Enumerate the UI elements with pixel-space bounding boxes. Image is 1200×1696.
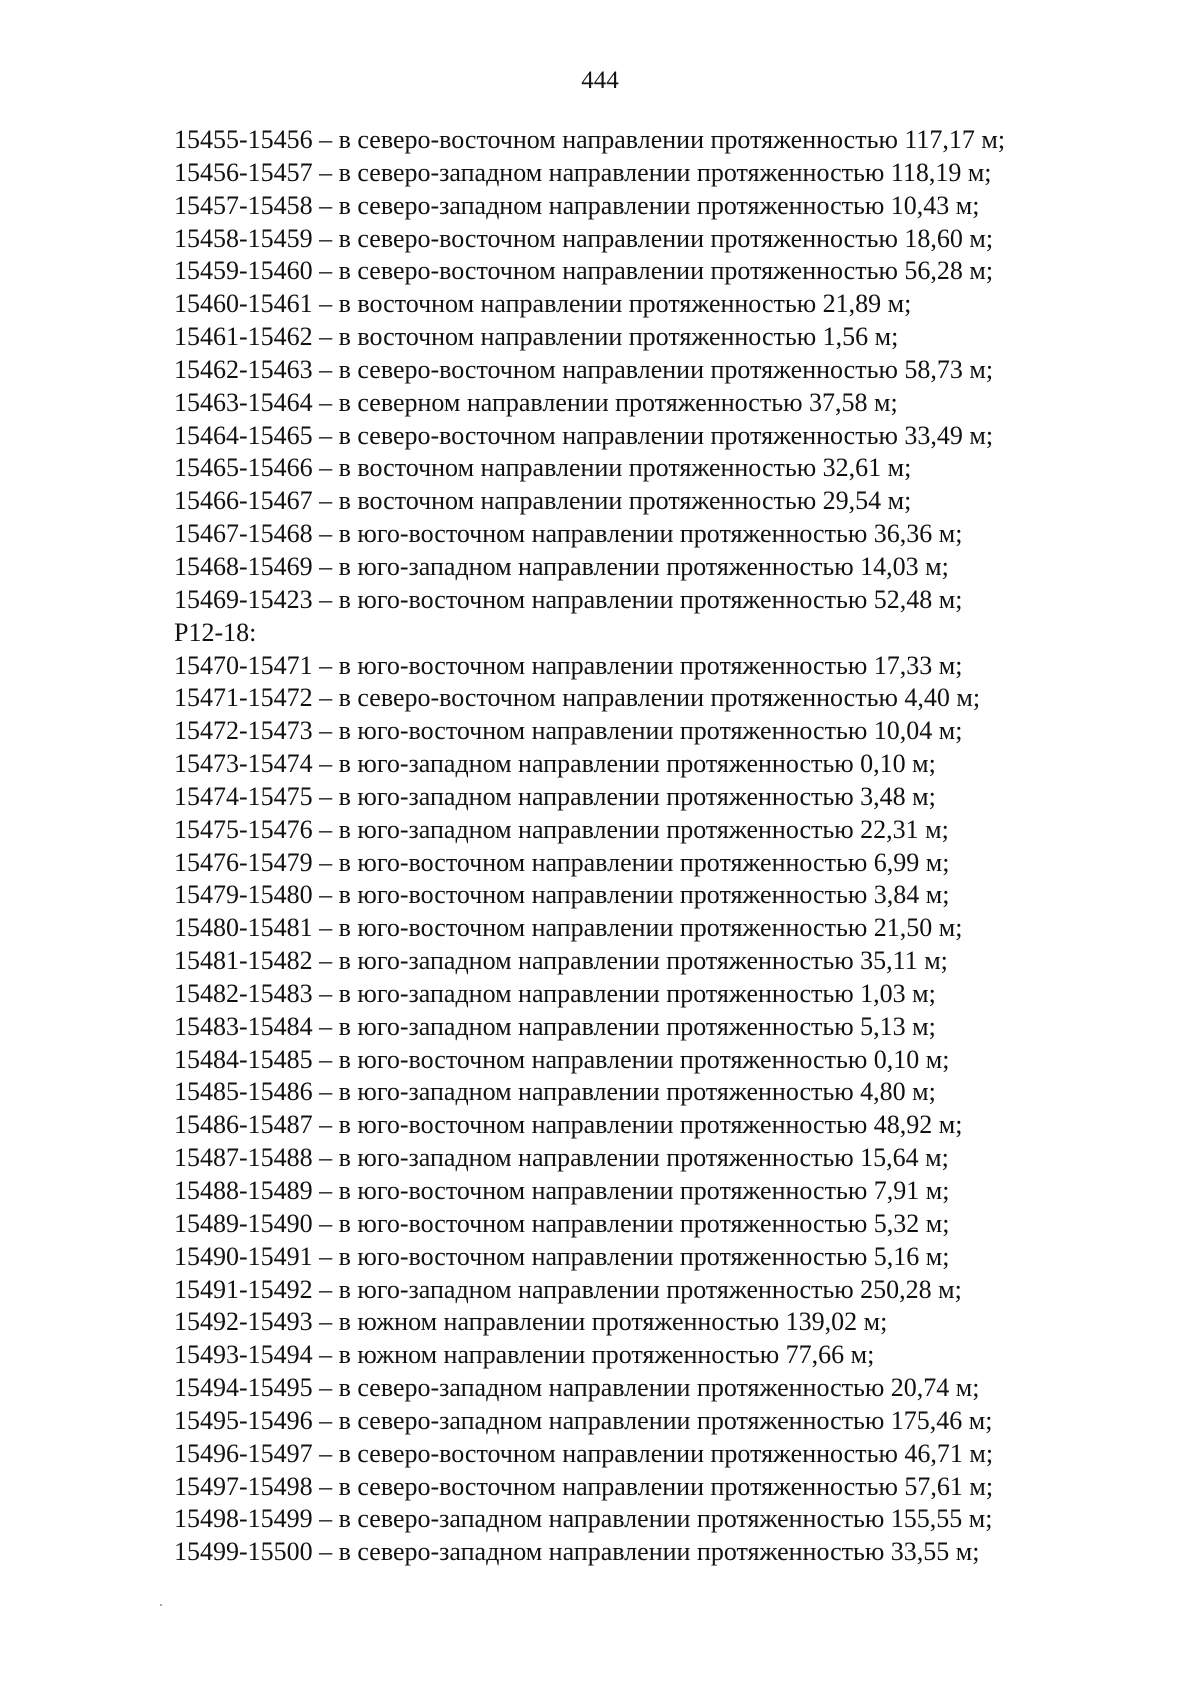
line-38: 15494-15495 – в северо-западном направлении протяженностью 20,74 м; xyxy=(174,1373,980,1403)
line-16: 15470-15471 – в юго-восточном направлении протяженностью 17,33 м; xyxy=(174,650,963,680)
line-11: 15466-15467 – в восточном направлении протяженностью 29,54 м; xyxy=(174,486,912,516)
document-body xyxy=(174,124,1134,1569)
section-heading: Р12-18: xyxy=(174,617,257,647)
line-21: 15475-15476 – в юго-западном направлении протяженностью 22,31 м; xyxy=(174,814,949,844)
line-22: 15476-15479 – в юго-восточном направлении протяженностью 6,99 м; xyxy=(174,847,950,877)
line-28: 15484-15485 – в юго-восточном направлении протяженностью 0,10 м; xyxy=(174,1044,950,1074)
line-37: 15493-15494 – в южном направлении протяженностью 77,66 м; xyxy=(174,1340,875,1370)
scan-speck xyxy=(160,1604,162,1606)
line-33: 15489-15490 – в юго-восточном направлении протяженностью 5,32 м; xyxy=(174,1208,950,1238)
line-32: 15488-15489 – в юго-восточном направлении протяженностью 7,91 м; xyxy=(174,1176,950,1205)
page-number: 444 xyxy=(581,67,619,94)
line-17: 15471-15472 – в северо-восточном направлении протяженностью 4,40 м; xyxy=(174,683,981,713)
line-30: 15486-15487 – в юго-восточном направлении протяженностью 48,92 м; xyxy=(174,1110,963,1140)
line-24: 15480-15481 – в юго-восточном направлении протяженностью 21,50 м; xyxy=(174,913,963,943)
line-1: 15456-15457 – в северо-западном направлении протяженностью 118,19 м; xyxy=(174,157,992,187)
line-3: 15458-15459 – в северо-восточном направлении протяженностью 18,60 м; xyxy=(174,223,994,253)
line-27: 15483-15484 – в юго-западном направлении протяженностью 5,13 м; xyxy=(174,1011,936,1041)
line-23: 15479-15480 – в юго-восточном направлении протяженностью 3,84 м; xyxy=(174,880,950,910)
line-4: 15459-15460 – в северо-восточном направлении протяженностью 56,28 м; xyxy=(174,256,994,286)
line-36: 15492-15493 – в южном направлении протяженностью 139,02 м; xyxy=(174,1307,888,1337)
line-42: 15498-15499 – в северо-западном направлении протяженностью 155,55 м; xyxy=(174,1504,993,1534)
line-8: 15463-15464 – в северном направлении протяженностью 37,58 м; xyxy=(174,387,898,417)
line-40: 15496-15497 – в северо-восточном направлении протяженностью 46,71 м; xyxy=(174,1438,994,1468)
line-18: 15472-15473 – в юго-восточном направлении протяженностью 10,04 м; xyxy=(174,716,963,746)
line-2: 15457-15458 – в северо-западном направлении протяженностью 10,43 м; xyxy=(174,190,980,220)
line-6: 15461-15462 – в восточном направлении протяженностью 1,56 м; xyxy=(174,322,899,352)
line-35: 15491-15492 – в юго-западном направлении протяженностью 250,28 м; xyxy=(174,1274,962,1304)
line-13: 15468-15469 – в юго-западном направлении протяженностью 14,03 м; xyxy=(174,551,949,581)
line-9: 15464-15465 – в северо-восточном направлении протяженностью 33,49 м; xyxy=(174,420,994,450)
line-12: 15467-15468 – в юго-восточном направлении протяженностью 36,36 м; xyxy=(174,519,963,549)
line-39: 15495-15496 – в северо-западном направлении протяженностью 175,46 м; xyxy=(174,1405,993,1435)
line-7: 15462-15463 – в северо-восточном направлении протяженностью 58,73 м; xyxy=(174,354,994,384)
line-14: 15469-15423 – в юго-восточном направлении протяженностью 52,48 м; xyxy=(174,584,963,614)
line-0: 15455-15456 – в северо-восточном направлении протяженностью 117,17 м; xyxy=(174,125,1006,154)
line-26: 15482-15483 – в юго-западном направлении протяженностью 1,03 м; xyxy=(174,978,936,1008)
line-43: 15499-15500 – в северо-западном направлении протяженностью 33,55 м; xyxy=(174,1537,980,1567)
line-31: 15487-15488 – в юго-западном направлении протяженностью 15,64 м; xyxy=(174,1143,949,1173)
line-34: 15490-15491 – в юго-восточном направлении протяженностью 5,16 м; xyxy=(174,1241,950,1271)
line-5: 15460-15461 – в восточном направлении протяженностью 21,89 м; xyxy=(174,289,912,319)
line-29: 15485-15486 – в юго-западном направлении протяженностью 4,80 м; xyxy=(174,1077,936,1107)
line-41: 15497-15498 – в северо-восточном направлении протяженностью 57,61 м; xyxy=(174,1471,994,1501)
line-20: 15474-15475 – в юго-западном направлении протяженностью 3,48 м; xyxy=(174,781,936,811)
line-19: 15473-15474 – в юго-западном направлении протяженностью 0,10 м; xyxy=(174,749,936,779)
line-10: 15465-15466 – в восточном направлении протяженностью 32,61 м; xyxy=(174,453,912,483)
line-25: 15481-15482 – в юго-западном направлении протяженностью 35,11 м; xyxy=(174,946,948,976)
